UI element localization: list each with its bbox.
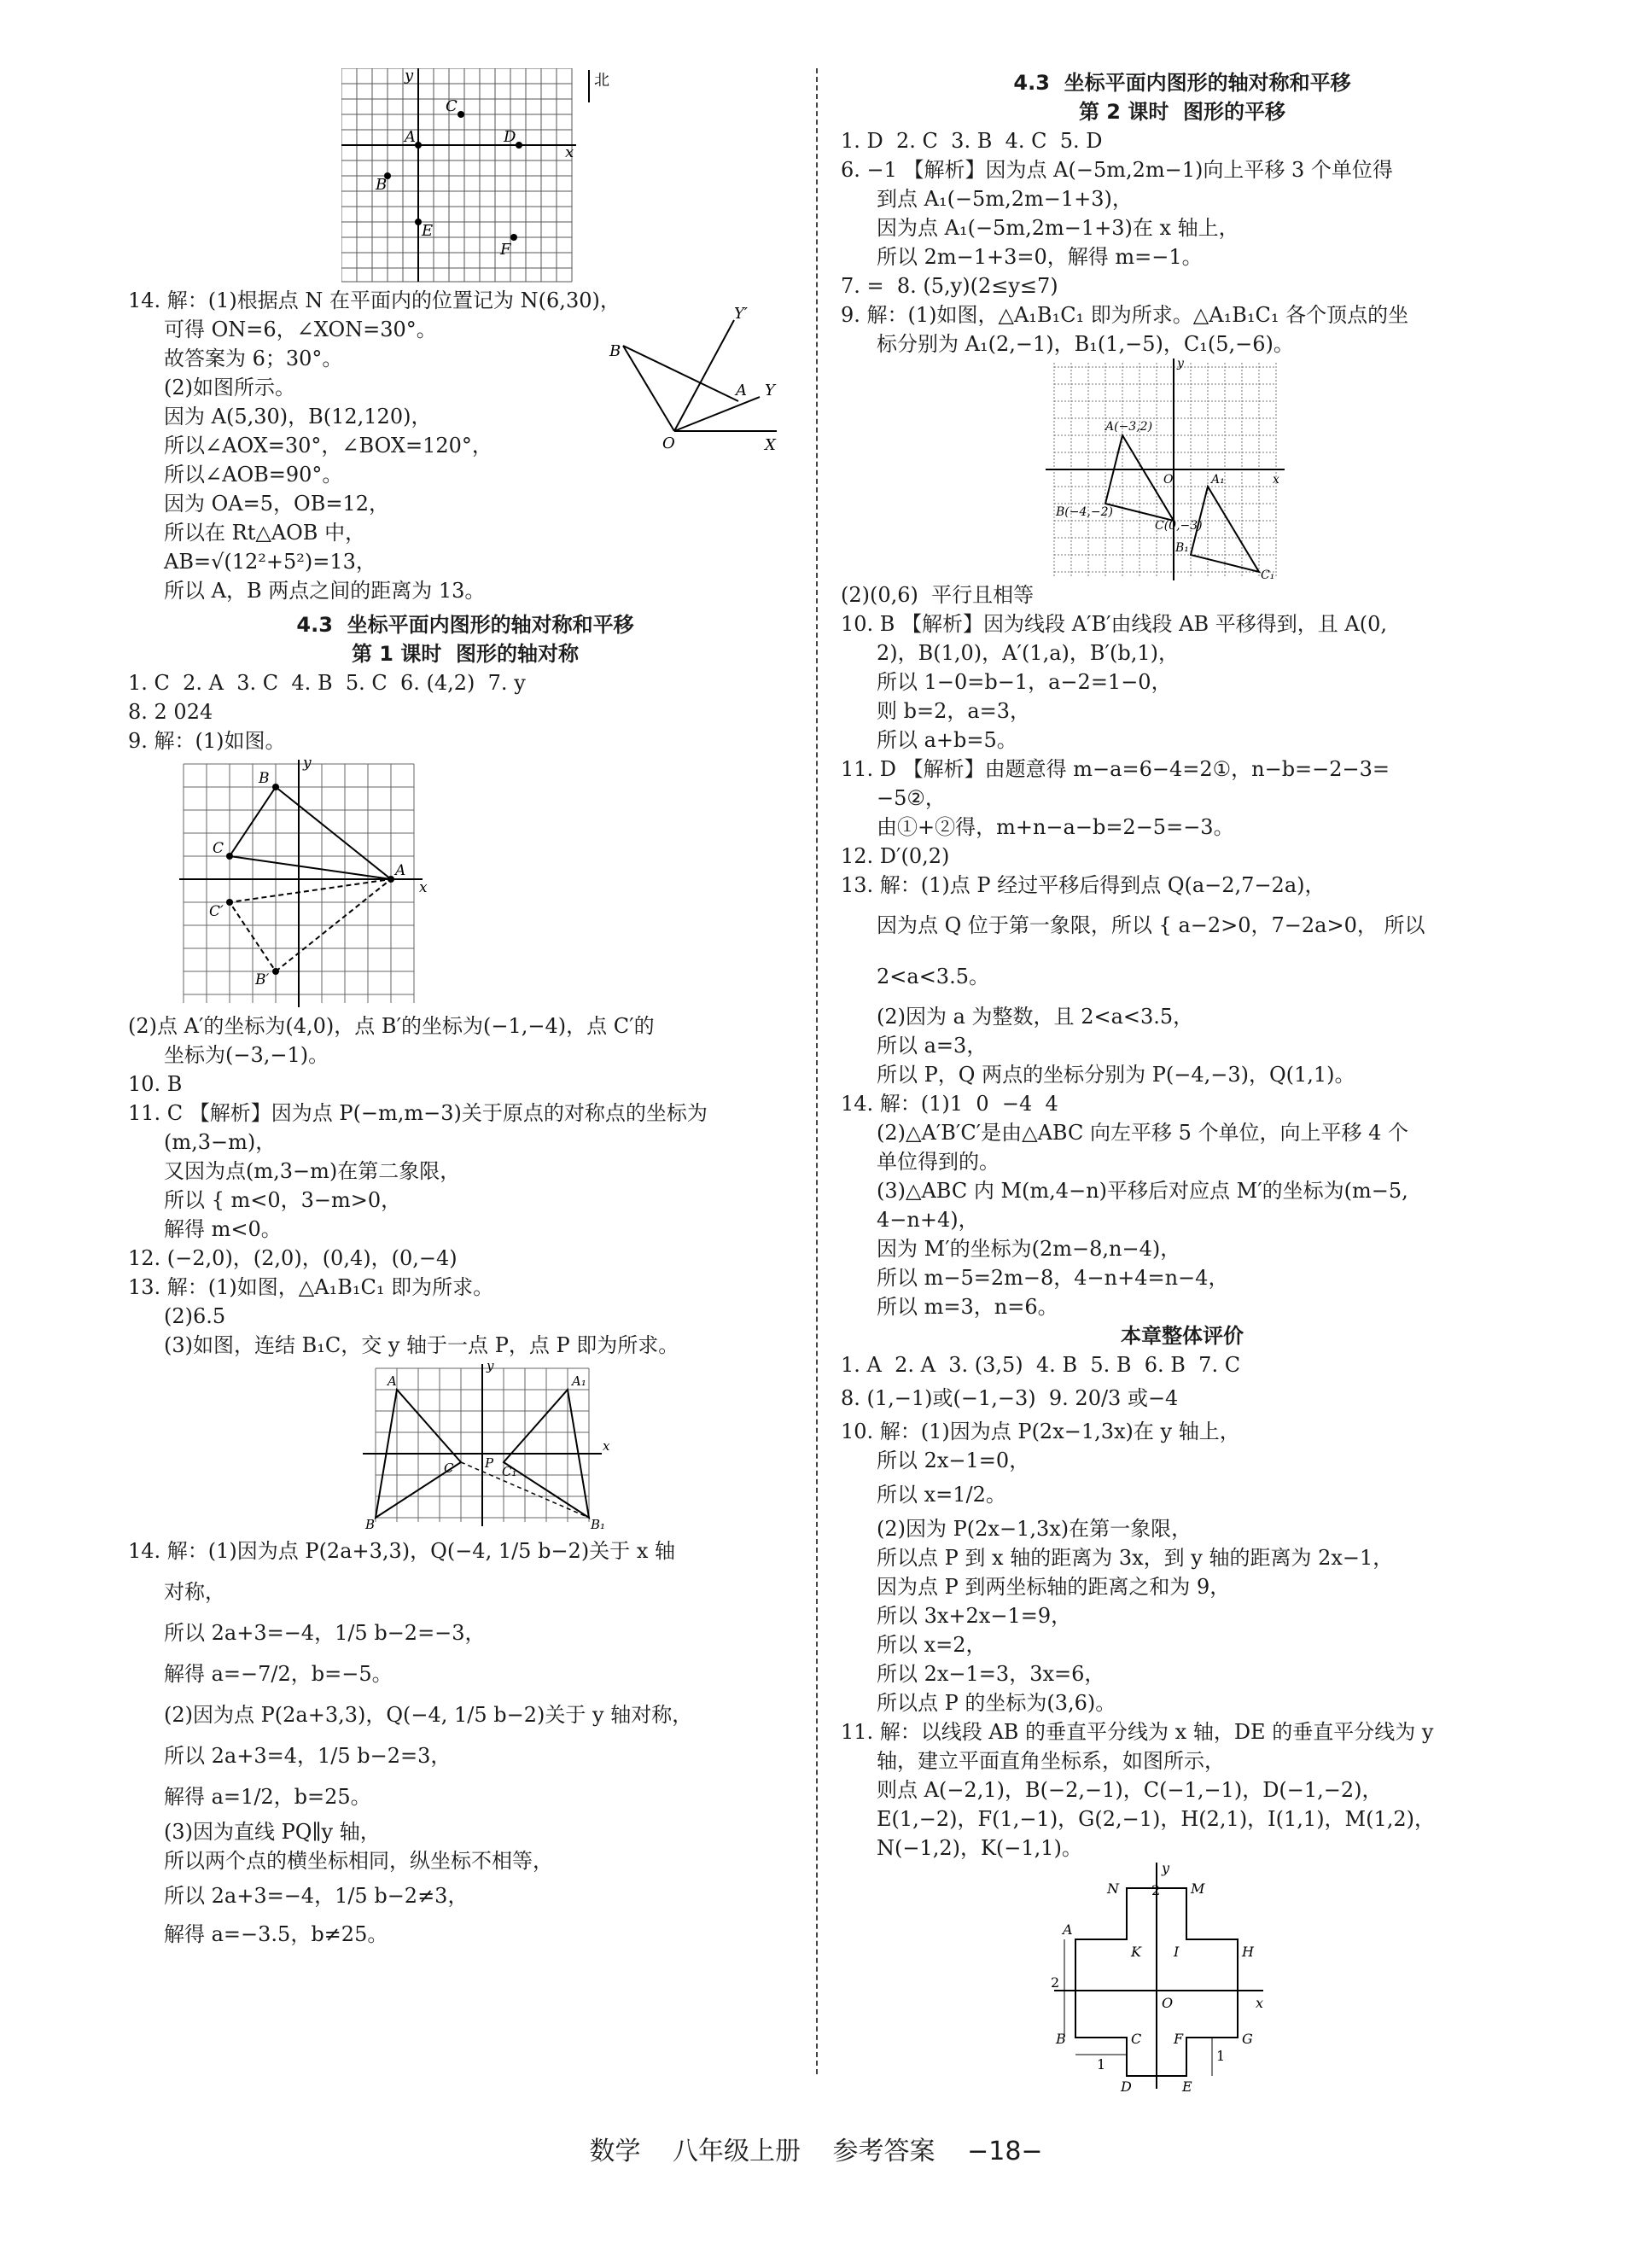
text-line: 因为 M′的坐标为(2m−8,n−4)， <box>877 1237 1181 1261</box>
figure-cross-shape <box>1046 1863 1524 2093</box>
left-column <box>128 68 802 1952</box>
text-line: 所以 3x+2x−1=9， <box>877 1604 1072 1628</box>
text-line: (3)△ABC 内 M(m,4−n)平移后对应点 M′的坐标为(m−5, <box>877 1179 1408 1203</box>
fig-tr-label: A₁ <box>1211 473 1225 487</box>
text-line: 所以∠AOX=30°，∠BOX=120°， <box>164 434 493 458</box>
text-line: 解得 m<0。 <box>164 1217 282 1241</box>
text-line: 10. 解：(1)因为点 P(2x−1,3x)在 y 轴上， <box>841 1420 1240 1443</box>
page-number: −18− <box>967 2137 1043 2166</box>
text-line: 12. D′(0,2) <box>841 844 950 868</box>
text-line: 可得 ON=6，∠XON=30°。 <box>164 318 437 341</box>
text-line: 1. D 2. C 3. B 4. C 5. D <box>841 129 1103 153</box>
text-line: 8. 2 024 <box>128 700 213 724</box>
text-line: (2)因为 a 为整数，且 2<a<3.5， <box>877 1005 1194 1029</box>
text-line: 1. C 2. A 3. C 4. B 5. C 6. (4,2) 7. y <box>128 671 526 695</box>
fig11-label: H <box>1242 1944 1254 1960</box>
text-line: 所以 x=1/2。 <box>877 1483 1006 1507</box>
text-line: 所以 2a+3=−4，1/5 b−2=−3， <box>164 1621 486 1645</box>
text-line: (2)因为 P(2x−1,3x)在第一象限， <box>877 1517 1192 1541</box>
lesson-heading: 第 1 课时 图形的轴对称 <box>351 642 580 666</box>
fig-tr-label: B(−4,−2) <box>1056 505 1113 519</box>
fig11-label: I <box>1174 1944 1180 1960</box>
fig9-label: B <box>259 770 270 787</box>
text-line: 到点 A₁(−5m,2m−1+3)， <box>877 187 1133 211</box>
fig13-label: A₁ <box>572 1373 586 1389</box>
fig11-label: N <box>1107 1880 1119 1897</box>
fig-tr-label: x <box>1273 473 1279 487</box>
text-line: (2)因为点 P(2a+3,3)，Q(−4, 1/5 b−2)关于 y 轴对称， <box>164 1703 693 1727</box>
footer-title: 参考答案 <box>832 2137 935 2166</box>
text-line: 因为点 P 到两坐标轴的距离之和为 9， <box>877 1575 1231 1599</box>
fig1-label-north: 北 <box>594 72 609 90</box>
page-footer <box>0 2130 1632 2167</box>
fig11-label: K <box>1131 1944 1141 1960</box>
lesson-heading: 第 2 课时 图形的平移 <box>1078 100 1286 124</box>
fig11-label: G <box>1242 2031 1253 2047</box>
fig9-label: A <box>395 862 406 879</box>
text-line: 所以点 P 的坐标为(3,6)。 <box>877 1691 1116 1715</box>
fig13-label: C₁ <box>502 1464 517 1479</box>
text-line: 因为点 A₁(−5m,2m−1+3)在 x 轴上， <box>877 216 1239 240</box>
text-line: 坐标为(−3,−1)。 <box>164 1043 329 1067</box>
text-line: 因为 OA=5，OB=12， <box>164 492 389 516</box>
text-line: 单位得到的。 <box>877 1150 1000 1174</box>
fig13-label: A <box>388 1373 397 1389</box>
text-line: (2)6.5 <box>164 1304 226 1328</box>
text-line: 1. A 2. A 3. (3,5) 4. B 5. B 6. B 7. C <box>841 1353 1241 1377</box>
fig11-label: B <box>1056 2031 1066 2047</box>
text-line: 10. B <box>128 1072 183 1096</box>
fig-angle-label: Y′ <box>734 305 748 323</box>
fig9-label: C <box>213 840 224 857</box>
text-line: 所以点 P 到 x 轴的距离为 3x，到 y 轴的距离为 2x−1， <box>877 1546 1394 1570</box>
text-line: 所以两个点的横坐标相同，纵坐标不相等， <box>164 1849 553 1873</box>
fig13-label: P <box>485 1455 494 1471</box>
fig13-label: y <box>487 1360 494 1373</box>
text-line: 解得 a=−3.5，b≠25。 <box>164 1922 388 1946</box>
fig11-label: D <box>1121 2079 1132 2093</box>
fig-tr-label: C(0,−3) <box>1155 519 1203 533</box>
section-heading: 4.3 坐标平面内图形的轴对称和平移 <box>1013 71 1351 95</box>
text-line: 所以 P，Q 两点的坐标分别为 P(−4,−3)，Q(1,1)。 <box>877 1063 1355 1087</box>
fig1-label-a: A <box>405 128 416 146</box>
text-line: 由①+②得，m+n−a−b=2−5=−3。 <box>877 815 1234 839</box>
fig-tr-label: y <box>1177 359 1184 370</box>
section-heading: 4.3 坐标平面内图形的轴对称和平移 <box>296 613 634 637</box>
text-line: (3)如图，连结 B₁C，交 y 轴于一点 P，点 P 即为所求。 <box>164 1333 679 1357</box>
text-line: 13. 解：(1)如图，△A₁B₁C₁ 即为所求。 <box>128 1275 494 1299</box>
text-line: (m,3−m)， <box>164 1130 277 1154</box>
text-line: 所以 A，B 两点之间的距离为 13。 <box>164 579 486 603</box>
chapter-heading: 本章整体评价 <box>1121 1324 1244 1348</box>
fig9-label: y <box>303 755 312 772</box>
fig11-label: M <box>1191 1880 1205 1897</box>
figure-q9 <box>175 755 802 1012</box>
figure-q13 <box>358 1360 802 1530</box>
fig11-label: x <box>1256 1995 1264 2011</box>
fig1-label-e: E <box>422 222 434 240</box>
fig13-label: C <box>444 1460 454 1476</box>
text-line: 故答案为 6；30°。 <box>164 347 343 370</box>
text-line: (2)△A′B′C′是由△ABC 向左平移 5 个单位，向上平移 4 个 <box>877 1121 1409 1145</box>
text-line: (2)(0,6) 平行且相等 <box>841 583 1035 607</box>
text-line: 所以 2x−1=3，3x=6， <box>877 1662 1105 1686</box>
text-line: −5②， <box>877 786 946 810</box>
text-line: (2)点 A′的坐标为(4,0)，点 B′的坐标为(−1,−4)，点 C′的 <box>128 1014 655 1038</box>
text-line: 14. 解：(1)1 0 −4 4 <box>841 1092 1058 1116</box>
text-line: 11. 解：以线段 AB 的垂直平分线为 x 轴，DE 的垂直平分线为 y <box>841 1720 1434 1744</box>
text-line: 因为点 Q 位于第一象限，所以 { a−2>0，7−2a>0， 所以 2<a<3.5。 <box>877 913 1432 988</box>
fig13-label: B₁ <box>591 1517 606 1530</box>
fig1-label-f: F <box>500 241 511 259</box>
fig1-label-d: D <box>504 128 516 146</box>
q14-block <box>128 286 802 610</box>
text-line: 8. (1,−1)或(−1,−3) 9. 20/3 或−4 <box>841 1386 1179 1410</box>
grid-figure-map <box>341 68 802 286</box>
text-line: N(−1,2)，K(−1,1)。 <box>877 1836 1082 1860</box>
fig13-label: B <box>365 1517 376 1530</box>
fig11-label: 1 <box>1097 2056 1106 2073</box>
text-line: 标分别为 A₁(2,−1)，B₁(1,−5)，C₁(5,−6)。 <box>877 332 1294 356</box>
text-line: 12. (−2,0)，(2,0)，(0,4)，(0,−4) <box>128 1246 458 1270</box>
text-line: 10. B 【解析】因为线段 A′B′由线段 AB 平移得到，且 A(0, <box>841 612 1388 636</box>
text-line: 因为 A(5,30)，B(12,120)， <box>164 405 432 429</box>
fig-angle-label: B <box>609 342 621 360</box>
fig-tr-label: A(−3,2) <box>1105 420 1153 434</box>
fig11-label: A <box>1063 1921 1073 1938</box>
text-line: 9. 解：(1)如图，△A₁B₁C₁ 即为所求。△A₁B₁C₁ 各个顶点的坐 <box>841 303 1409 327</box>
fig11-label: O <box>1162 1995 1174 2011</box>
fig11-label: C <box>1131 2031 1142 2047</box>
text-line: E(1,−2)，F(1,−1)，G(2,−1)，H(2,1)，I(1,1)，M(1,2)， <box>877 1807 1436 1831</box>
text-line: 所以 1−0=b−1，a−2=1−0， <box>877 670 1172 694</box>
text-line: 对称， <box>164 1580 225 1604</box>
text-line: 则 b=2，a=3， <box>877 699 1031 723</box>
text-line: AB=√(12²+5²)=13， <box>164 550 376 574</box>
fig11-label: 2 <box>1051 1974 1060 1991</box>
text-line: (3)因为直线 PQ∥y 轴， <box>164 1820 381 1844</box>
figure-translation-q9 <box>1046 359 1524 580</box>
text-line: 11. D 【解析】由题意得 m−a=6−4=2①，n−b=−2−3= <box>841 757 1390 781</box>
text-line: 所以 m=3，n=6。 <box>877 1295 1058 1319</box>
fig1-label-y: y <box>405 68 414 85</box>
footer-subject: 数学 <box>589 2137 641 2166</box>
angle-figure <box>606 303 777 457</box>
fig1-label-x: x <box>565 143 574 161</box>
text-line: (2)如图所示。 <box>164 376 295 399</box>
text-line: 所以在 Rt△AOB 中， <box>164 521 366 545</box>
fig11-label: 2 <box>1151 1882 1161 1898</box>
text-line: 所以 2m−1+3=0，解得 m=−1。 <box>877 245 1203 269</box>
fig-tr-label: B₁ <box>1175 541 1189 555</box>
fig-angle-label: O <box>662 434 675 452</box>
right-column <box>841 68 1524 2093</box>
text-line: 所以 a=3， <box>877 1034 988 1058</box>
fig1-label-c: C <box>446 97 458 115</box>
text-line: 所以 2a+3=−4，1/5 b−2≠3， <box>164 1884 469 1908</box>
fig-angle-label: X <box>765 436 776 454</box>
text-line: 又因为点(m,3−m)在第二象限， <box>164 1159 461 1183</box>
fig-tr-label: C₁ <box>1261 568 1275 580</box>
text-line: 7. = 8. (5,y)(2≤y≤7) <box>841 274 1058 298</box>
fig9-label: B′ <box>255 971 270 988</box>
fig11-label: y <box>1162 1863 1170 1876</box>
text-line: 则点 A(−2,1)，B(−2,−1)，C(−1,−1)，D(−1,−2)， <box>877 1778 1383 1802</box>
fig-angle-label: A <box>736 382 747 399</box>
text-line: 13. 解：(1)点 P 经过平移后得到点 Q(a−2,7−2a)， <box>841 873 1326 897</box>
fig1-label-b: B <box>376 176 388 194</box>
text-line: 解得 a=1/2，b=25。 <box>164 1785 371 1809</box>
fig9-label: x <box>419 879 428 896</box>
text-line: 轴，建立平面直角坐标系，如图所示， <box>877 1749 1225 1773</box>
text-line: 14. 解：(1)因为点 P(2a+3,3)，Q(−4, 1/5 b−2)关于 x 轴 <box>128 1539 675 1563</box>
text-line: 11. C 【解析】因为点 P(−m,m−3)关于原点的对称点的坐标为 <box>128 1101 708 1125</box>
fig11-label: F <box>1174 2031 1184 2047</box>
text-line: 解得 a=−7/2，b=−5。 <box>164 1662 393 1686</box>
fig11-label: E <box>1182 2079 1192 2093</box>
column-divider <box>816 68 818 2074</box>
fig-tr-label: O <box>1163 473 1174 487</box>
text-line: 所以 x=2， <box>877 1633 987 1657</box>
fig-angle-label: Y <box>765 382 775 399</box>
text-line: 2)，B(1,0)，A′(1,a)，B′(b,1)， <box>877 641 1179 665</box>
fig9-label: C′ <box>209 903 224 920</box>
text-line: 14. 解：(1)根据点 N 在平面内的位置记为 N(6,30)， <box>128 289 621 312</box>
text-line: 4−n+4)， <box>877 1208 979 1232</box>
text-line: 所以 a+b=5。 <box>877 728 1017 752</box>
fig11-label: 1 <box>1216 2048 1226 2064</box>
text-line: 所以 { m<0，3−m>0， <box>164 1188 402 1212</box>
text-line: 9. 解：(1)如图。 <box>128 729 286 753</box>
text-line: 所以∠AOB=90°。 <box>164 463 343 487</box>
footer-grade: 八年级上册 <box>673 2137 801 2166</box>
text-line: 所以 2x−1=0， <box>877 1449 1030 1472</box>
fig13-label: x <box>603 1438 610 1454</box>
text-line: 6. −1 【解析】因为点 A(−5m,2m−1)向上平移 3 个单位得 <box>841 158 1393 182</box>
text-line: 所以 m−5=2m−8，4−n+4=n−4， <box>877 1266 1229 1290</box>
text-line: 所以 2a+3=4，1/5 b−2=3， <box>164 1744 452 1768</box>
